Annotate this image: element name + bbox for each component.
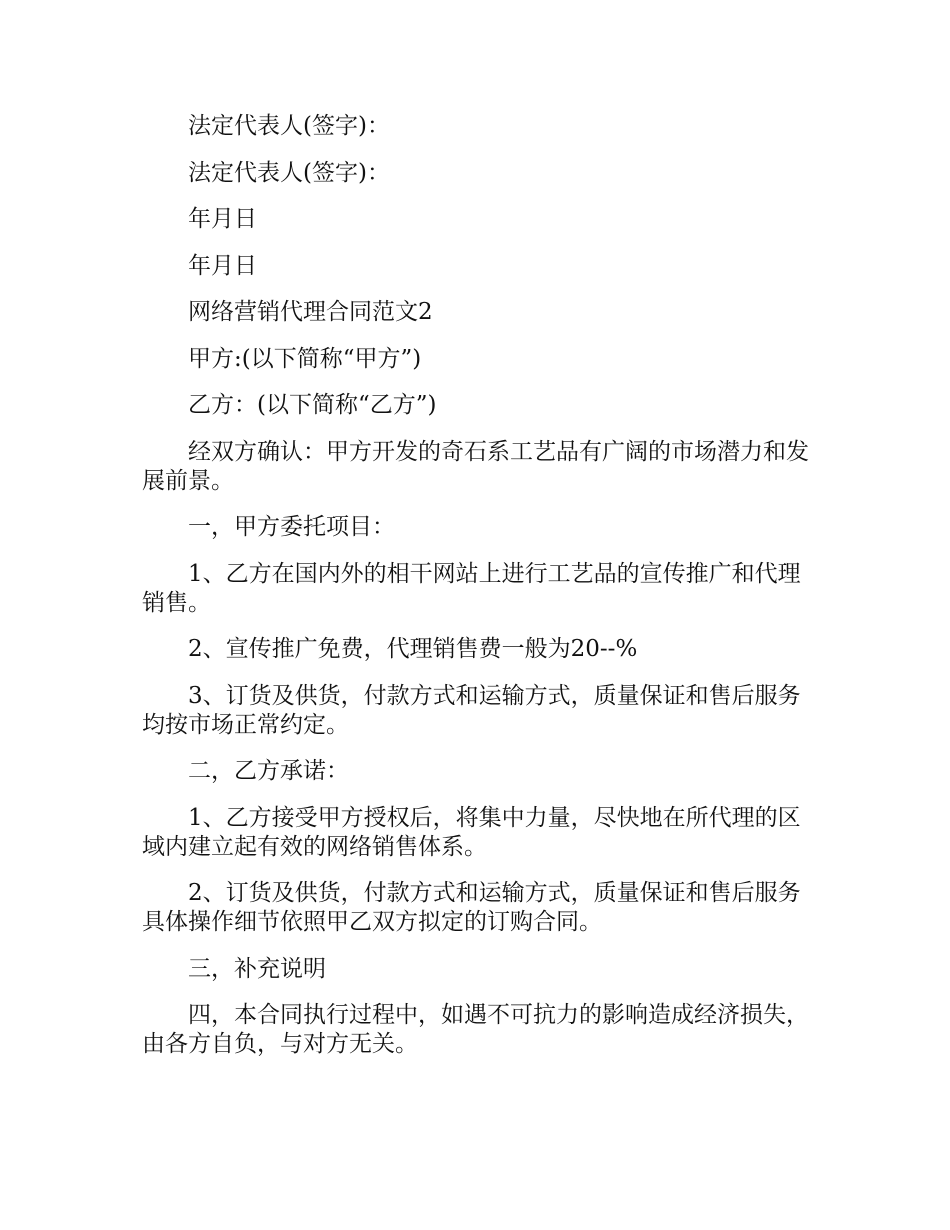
section-heading-2: 二，乙方承诺： bbox=[188, 758, 349, 784]
section-heading-1: 一，甲方委托项目： bbox=[188, 514, 395, 540]
signature-line-party-a: 法定代表人(签字)： bbox=[188, 113, 390, 139]
document-title: 网络营销代理合同范文2 bbox=[188, 299, 433, 325]
section-4-paragraph: 四，本合同执行过程中，如遇不可抗力的影响造成经济损失，由各方自负，与对方无关。 bbox=[142, 1002, 809, 1057]
clause-2-2: 2、订货及供货，付款方式和运输方式，质量保证和售后服务具体操作细节依照甲乙双方拟定的订购合同。 bbox=[142, 880, 801, 935]
document-page bbox=[142, 112, 810, 1077]
clause-2-1: 1、乙方接受甲方授权后，将集中力量，尽快地在所代理的区域内建立起有效的网络销售体系。 bbox=[142, 804, 801, 860]
date-line-party-a: 年月日 bbox=[188, 206, 257, 232]
party-b-line: 乙方：(以下简称“乙方”) bbox=[188, 392, 437, 418]
clause-1-1: 1、乙方在国内外的相干网站上进行工艺品的宣传推广和代理销售。 bbox=[142, 560, 801, 616]
section-heading-3: 三，补充说明 bbox=[188, 955, 326, 982]
preamble-paragraph: 经双方确认：甲方开发的奇石系工艺品有广阔的市场潜力和发展前景。 bbox=[142, 438, 809, 494]
signature-line-party-b: 法定代表人(签字)： bbox=[188, 159, 390, 186]
party-a-line: 甲方:(以下简称“甲方”) bbox=[188, 345, 422, 372]
clause-1-3: 3、订货及供货，付款方式和运输方式，质量保证和售后服务均按市场正常约定。 bbox=[142, 682, 801, 738]
clause-1-2: 2、宣传推广免费，代理销售费一般为20--% bbox=[188, 636, 638, 662]
date-line-party-b: 年月日 bbox=[188, 252, 257, 279]
